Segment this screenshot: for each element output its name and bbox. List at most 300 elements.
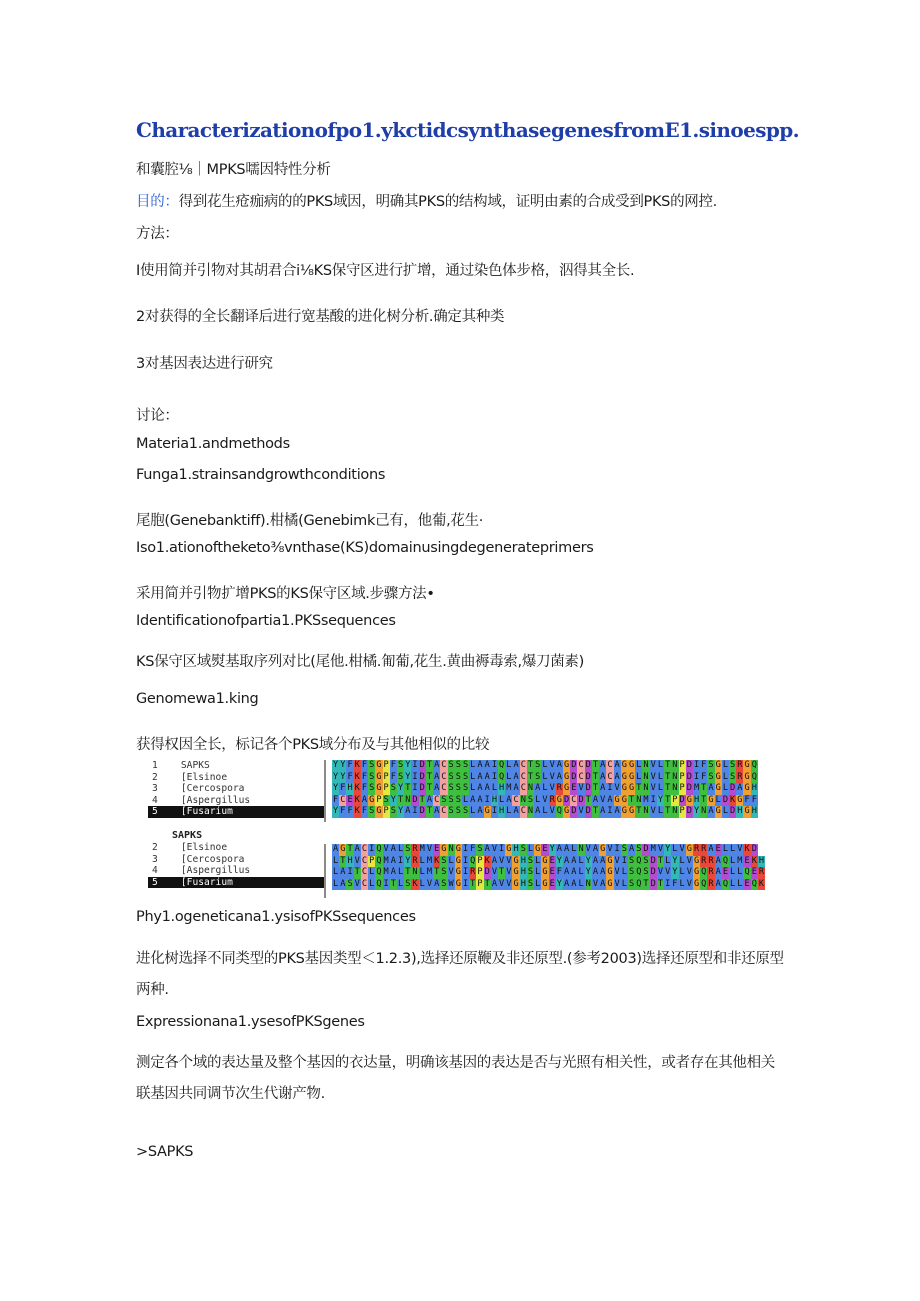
residue: M [643, 794, 649, 805]
residue: S [369, 783, 375, 794]
residue: A [592, 855, 599, 866]
residue: G [513, 878, 519, 889]
residue: V [499, 855, 505, 866]
residue: T [592, 771, 599, 782]
residue: S [441, 867, 447, 878]
residue: L [679, 867, 685, 878]
residue: E [722, 867, 729, 878]
sequence-name-row[interactable] [148, 760, 326, 772]
residue: A [361, 794, 368, 805]
residue: H [520, 855, 526, 866]
residue: A [600, 867, 606, 878]
sequence-name-row[interactable] [148, 806, 326, 818]
residue: A [484, 760, 490, 770]
residue: A [571, 867, 577, 878]
residue: R [470, 867, 476, 878]
residue: S [441, 794, 447, 805]
residue: K [434, 855, 440, 866]
residue: R [708, 855, 714, 866]
residue: I [491, 771, 498, 782]
residue: S [520, 844, 526, 854]
residue: G [715, 771, 721, 782]
alignment-panel-1 [148, 760, 768, 822]
residue: A [556, 844, 562, 854]
sequence-name: [Aspergillus [180, 865, 251, 877]
residue: T [592, 760, 599, 770]
residue: N [643, 806, 649, 817]
residue: Y [333, 806, 339, 817]
residue: D [564, 794, 570, 805]
residue: A [484, 783, 490, 794]
residue: Y [556, 855, 562, 866]
residue: S [369, 806, 375, 817]
residue: G [744, 771, 750, 782]
residue: D [419, 771, 425, 782]
sequence-row [332, 760, 758, 772]
residue: L [722, 806, 729, 817]
sequence-name-row[interactable] [148, 842, 326, 854]
residue: C [340, 794, 346, 805]
residue: V [592, 878, 599, 889]
residue: V [607, 844, 613, 854]
residue: I [693, 760, 700, 770]
residue: P [383, 806, 389, 817]
residue: K [484, 855, 490, 866]
residue: N [643, 783, 649, 794]
residue: A [600, 771, 606, 782]
residue: Q [744, 867, 750, 878]
residue: M [693, 783, 700, 794]
residue: V [578, 783, 584, 794]
residue: R [758, 867, 765, 878]
residue: V [614, 783, 620, 794]
residue: H [751, 806, 757, 817]
residue: Q [636, 878, 642, 889]
residue: V [578, 806, 584, 817]
sequence-name-row[interactable] [148, 854, 326, 866]
residue: G [556, 794, 562, 805]
residue: E [744, 855, 750, 866]
identification-heading: Identificationofpartia1.PKSsequences [136, 613, 396, 629]
residue: Y [333, 771, 339, 782]
residue: L [722, 783, 729, 794]
residue: Q [751, 771, 757, 782]
residue: I [614, 844, 620, 854]
sequence-name-row[interactable] [148, 772, 326, 784]
residue: A [571, 855, 577, 866]
residue: L [672, 844, 678, 854]
residue: S [448, 771, 454, 782]
residue: Q [470, 855, 476, 866]
residue: M [426, 855, 433, 866]
residue: T [426, 806, 433, 817]
residue: C [520, 760, 526, 770]
residue: S [455, 783, 461, 794]
residue: V [506, 855, 512, 866]
residue: F [390, 760, 396, 770]
residue: N [672, 771, 678, 782]
residue: I [462, 878, 469, 889]
sequence-number: 4 [152, 794, 181, 806]
residue: D [585, 760, 591, 770]
residue: C [441, 771, 447, 782]
residue: G [369, 794, 375, 805]
residue: G [376, 783, 382, 794]
residue: S [383, 794, 389, 805]
residue: S [628, 867, 635, 878]
residue: E [549, 878, 555, 889]
residue: P [679, 806, 685, 817]
residue: F [347, 760, 353, 770]
residue: L [369, 867, 375, 878]
residue: A [737, 783, 743, 794]
residue: V [448, 867, 454, 878]
residue: A [708, 783, 714, 794]
residue: D [585, 783, 591, 794]
residue: L [737, 867, 743, 878]
residue: L [578, 855, 584, 866]
sequence-number: 5 [152, 806, 181, 818]
residue: A [390, 855, 396, 866]
residue: I [665, 878, 671, 889]
residue: A [708, 844, 714, 854]
residue: G [564, 760, 570, 770]
residue: S [643, 855, 649, 866]
residue: S [441, 855, 447, 866]
residue: C [361, 844, 368, 854]
residue: D [571, 771, 577, 782]
residue: G [621, 806, 627, 817]
residue: A [571, 878, 577, 889]
residue: P [679, 771, 685, 782]
residue: A [484, 844, 490, 854]
residue: D [585, 806, 591, 817]
residue: G [455, 855, 461, 866]
alignment-divider [324, 760, 326, 822]
residue: Q [376, 855, 382, 866]
fungal-heading: Funga1.strainsandgrowthconditions [136, 467, 386, 483]
residue: L [636, 771, 642, 782]
residue: P [383, 760, 389, 770]
residue: G [455, 878, 461, 889]
residue: A [607, 794, 613, 805]
residue: G [376, 771, 382, 782]
residue: S [448, 783, 454, 794]
residue: H [347, 855, 353, 866]
residue: A [354, 844, 360, 854]
residue: P [477, 878, 483, 889]
residue: Y [585, 867, 591, 878]
residue: G [628, 806, 635, 817]
residue: G [607, 878, 613, 889]
residue: C [441, 760, 447, 770]
residue: K [354, 771, 360, 782]
residue: I [650, 794, 656, 805]
residue: L [665, 855, 671, 866]
residue: N [643, 771, 649, 782]
residue: G [535, 844, 541, 854]
residue: G [628, 760, 635, 770]
residue: L [542, 783, 548, 794]
residue: A [390, 844, 396, 854]
residue: N [578, 844, 584, 854]
residue: N [636, 794, 642, 805]
sequence-name-row[interactable] [148, 783, 326, 795]
sequence-name: [Cercospora [180, 853, 245, 865]
residue: Y [405, 760, 411, 770]
residue: A [434, 806, 440, 817]
residue: L [578, 867, 584, 878]
residue: I [462, 855, 469, 866]
residue: G [441, 844, 447, 854]
residue: S [405, 844, 411, 854]
residue: V [650, 806, 656, 817]
sequence-number: 3 [152, 853, 181, 865]
residue: S [448, 806, 454, 817]
sequence-name: [Fusarium [180, 876, 233, 888]
residue: H [347, 783, 353, 794]
residue: I [397, 855, 404, 866]
residue: V [585, 844, 591, 854]
residue: S [636, 844, 642, 854]
residue: M [383, 855, 389, 866]
residue: F [340, 806, 346, 817]
residue: T [665, 794, 671, 805]
sequence-number: 2 [152, 842, 181, 853]
residue: D [730, 806, 736, 817]
residue: Q [636, 867, 642, 878]
residue: S [628, 878, 635, 889]
sequence-name-row[interactable] [148, 865, 326, 877]
residue: H [693, 794, 700, 805]
residue: A [477, 771, 483, 782]
sequence-name: [Cercospora [180, 783, 245, 795]
residue: L [578, 878, 584, 889]
residue: T [701, 783, 707, 794]
alignment-divider [324, 844, 326, 898]
residue: P [376, 794, 382, 805]
residue: L [470, 806, 476, 817]
residue: S [527, 794, 534, 805]
residue: A [628, 844, 635, 854]
residue: G [600, 844, 606, 854]
residue: V [549, 806, 555, 817]
methods-label: 方法： [136, 226, 179, 242]
residue: L [722, 771, 729, 782]
residue: A [333, 844, 339, 854]
residue: V [614, 878, 620, 889]
residue: A [600, 878, 606, 889]
residue: V [657, 844, 664, 854]
residue: F [744, 794, 750, 805]
sequence-row [332, 844, 765, 856]
residue: Q [499, 771, 505, 782]
residue: N [672, 760, 678, 770]
residue: E [751, 867, 757, 878]
method-step-2: 2对获得的全长翻译后进行宽基酸的进化树分析.确定其种类 [136, 309, 505, 325]
residue: I [347, 867, 353, 878]
residue: I [491, 760, 498, 770]
sequence-row [332, 856, 765, 868]
residue: R [556, 783, 562, 794]
residue: A [564, 867, 570, 878]
residue: L [499, 794, 505, 805]
residue: A [600, 855, 606, 866]
residue: Y [672, 855, 678, 866]
residue: C [361, 855, 368, 866]
residue: S [369, 760, 375, 770]
residue: T [484, 878, 490, 889]
residue: L [542, 771, 548, 782]
aim-text: 得到花生疮痂病的的PKS域因，明确其PKS的结构域，证明由素的合成受到PKS的网控. [178, 194, 717, 210]
residue: A [477, 806, 483, 817]
residue: S [527, 878, 534, 889]
residue: K [730, 794, 736, 805]
residue: A [564, 855, 570, 866]
residue: S [441, 878, 447, 889]
residue: A [564, 878, 570, 889]
residue: I [369, 844, 375, 854]
residue: T [405, 867, 411, 878]
residue: K [354, 760, 360, 770]
residue: S [448, 760, 454, 770]
residue: H [737, 806, 743, 817]
residue: A [477, 794, 483, 805]
residue: I [462, 867, 469, 878]
residue: P [369, 855, 375, 866]
residue: A [340, 867, 346, 878]
residue: C [520, 771, 526, 782]
residue: L [419, 878, 425, 889]
residue: Y [405, 855, 411, 866]
materials-heading: Materia1.andmethods [136, 436, 290, 452]
residue: H [499, 806, 505, 817]
residue: L [333, 878, 339, 889]
sequence-row [332, 772, 758, 784]
aim-line [136, 190, 717, 211]
residue: N [701, 806, 707, 817]
residue: A [600, 806, 606, 817]
residue: F [701, 760, 707, 770]
residue: A [715, 878, 721, 889]
residue: A [592, 844, 599, 854]
residue: C [513, 794, 519, 805]
residue: F [361, 783, 368, 794]
residue: H [520, 878, 526, 889]
residue: T [665, 806, 671, 817]
residue: A [614, 760, 620, 770]
residue: Y [333, 783, 339, 794]
sapks-label: >SAPKS [136, 1144, 194, 1160]
residue: A [434, 771, 440, 782]
residue: D [686, 760, 692, 770]
residue: Q [751, 760, 757, 770]
sequence-row [332, 879, 765, 891]
residue: F [333, 794, 339, 805]
residue: Y [665, 844, 671, 854]
residue: D [419, 806, 425, 817]
phylogenetic-heading: Phy1.ogeneticana1.ysisofPKSsequences [136, 909, 416, 925]
residue: V [499, 878, 505, 889]
sequence-name: [Aspergillus [180, 794, 251, 806]
residue: F [361, 771, 368, 782]
residue: L [621, 878, 627, 889]
residue: S [397, 760, 404, 770]
residue: A [513, 783, 519, 794]
residue: L [535, 855, 541, 866]
residue: Y [340, 771, 346, 782]
residue: K [744, 844, 750, 854]
residue: T [665, 771, 671, 782]
residue: L [657, 760, 664, 770]
residue: S [535, 760, 541, 770]
residue: V [686, 867, 692, 878]
residue: P [679, 760, 685, 770]
residue: P [383, 783, 389, 794]
residue: I [462, 844, 469, 854]
residue: C [607, 771, 613, 782]
residue: Q [722, 855, 729, 866]
residue: S [455, 771, 461, 782]
residue: L [657, 806, 664, 817]
residue: L [419, 867, 425, 878]
residue: L [491, 783, 498, 794]
residue: G [744, 806, 750, 817]
residue: F [361, 760, 368, 770]
residue: L [397, 878, 404, 889]
residue: G [564, 806, 570, 817]
residue: Y [556, 878, 562, 889]
residue: V [426, 844, 433, 854]
residue: F [361, 806, 368, 817]
residue: S [390, 806, 396, 817]
residue: V [549, 771, 555, 782]
residue: I [607, 783, 613, 794]
residue: G [564, 783, 570, 794]
sequence-name-row[interactable] [148, 795, 326, 807]
residue: V [650, 760, 656, 770]
residue: V [665, 867, 671, 878]
residue: T [347, 844, 353, 854]
residue: A [592, 867, 599, 878]
residue: T [701, 794, 707, 805]
residue: T [397, 794, 404, 805]
residue: A [426, 794, 433, 805]
residue: D [686, 806, 692, 817]
residue: N [412, 867, 418, 878]
residue: G [455, 867, 461, 878]
residue: F [340, 783, 346, 794]
residue: C [578, 760, 584, 770]
residue: Q [701, 878, 707, 889]
residue: K [758, 878, 765, 889]
strains-text: 尾胞(Genebanktiff).柑橘(Genebimk己有，他葡,花生· [136, 513, 484, 529]
residue: A [535, 783, 541, 794]
sequence-name-row[interactable] [148, 877, 326, 889]
residue: G [376, 806, 382, 817]
residue: A [600, 760, 606, 770]
residue: C [441, 783, 447, 794]
residue: T [434, 867, 440, 878]
residue: F [751, 794, 757, 805]
residue: P [672, 794, 678, 805]
residue: R [708, 878, 714, 889]
residue: V [679, 844, 685, 854]
residue: V [614, 855, 620, 866]
sequence-number: 3 [152, 783, 181, 795]
residue: Q [701, 867, 707, 878]
residue: L [462, 794, 469, 805]
